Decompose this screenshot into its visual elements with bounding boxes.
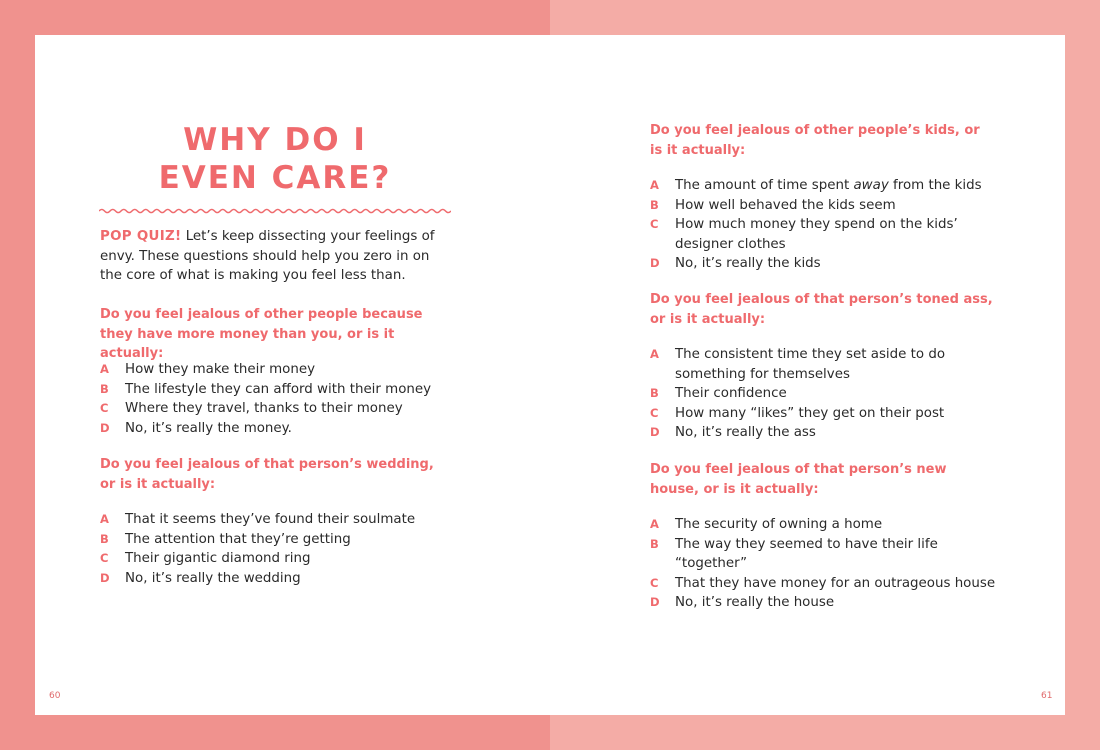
- answer-letter: A: [100, 362, 109, 376]
- answer-text: No, it’s really the house: [675, 595, 835, 610]
- answer-letter: B: [100, 381, 109, 396]
- answer-letter: A: [650, 347, 659, 361]
- answer-item: [650, 535, 1010, 574]
- intro-paragraph: [100, 227, 455, 286]
- answer-text: No, it’s really the wedding: [125, 570, 301, 586]
- answer-item: [650, 254, 1010, 274]
- book-spread: [35, 35, 1065, 715]
- answer-text: The way they seemed to have their life “together”: [675, 536, 938, 571]
- wavy-divider: [99, 206, 451, 216]
- title-line-2: EVEN CARE?: [158, 160, 392, 196]
- answer-letter: D: [100, 420, 110, 435]
- answer-list-wedding: [100, 510, 460, 588]
- answer-text: No, it’s really the kids: [675, 256, 821, 271]
- answer-text: Where they travel, thanks to their money: [125, 401, 403, 416]
- answer-text: How many “likes” they get on their post: [675, 405, 945, 421]
- answer-list-new-house: [650, 515, 1010, 613]
- answer-text-before: The amount of time spent: [675, 178, 854, 193]
- answer-text: The lifestyle they can afford with their money: [125, 381, 432, 397]
- answer-text: Their gigantic diamond ring: [125, 551, 311, 566]
- question-kids: Do you feel jealous of other people’s kids, or is it actually:: [650, 123, 980, 158]
- answer-item: [100, 549, 460, 569]
- question-new-house: Do you feel jealous of that person’s new house, or is it actually:: [650, 462, 947, 497]
- answer-item: [650, 593, 1010, 613]
- answer-text: The security of owning a home: [675, 517, 883, 532]
- answer-text: No, it’s really the ass: [675, 425, 816, 440]
- answer-text: The attention that they’re getting: [125, 531, 351, 547]
- page-number-right: 61: [1041, 691, 1053, 701]
- answer-letter: D: [650, 425, 660, 439]
- answer-item: [100, 569, 460, 589]
- answer-letter: C: [100, 551, 109, 565]
- answer-letter: C: [650, 575, 659, 590]
- answer-letter: D: [650, 256, 660, 270]
- answer-letter: B: [650, 536, 659, 551]
- page-title: [100, 121, 450, 197]
- answer-item: [100, 380, 460, 400]
- answer-item: [100, 419, 460, 439]
- answer-text: The consistent time they set aside to do something for themselves: [675, 347, 946, 382]
- answer-letter: B: [650, 386, 659, 400]
- answer-letter: C: [650, 405, 659, 420]
- answer-letter: A: [650, 517, 659, 531]
- answer-text: That it seems they’ve found their soulmate: [125, 512, 416, 527]
- question-money: Do you feel jealous of other people because they have more money than you, or is it actually:: [100, 307, 423, 361]
- answer-text: How they make their money: [125, 362, 315, 377]
- question-toned-ass: Do you feel jealous of that person’s toned ass, or is it actually:: [650, 292, 993, 327]
- answer-item: [650, 404, 1010, 424]
- answer-text: Their confidence: [675, 386, 787, 401]
- answer-text: That they have money for an outrageous house: [675, 575, 996, 591]
- pop-quiz-label: POP QUIZ!: [100, 229, 182, 244]
- answer-letter: D: [650, 595, 660, 609]
- answer-item: [650, 215, 975, 254]
- answer-letter: A: [650, 178, 659, 192]
- answer-item: [650, 196, 1010, 216]
- answer-item: [650, 574, 1010, 594]
- answer-item: [650, 176, 1010, 196]
- answer-letter: C: [650, 217, 659, 231]
- answer-item: [100, 399, 460, 419]
- answer-item: [650, 345, 965, 384]
- answer-item: [100, 510, 460, 530]
- answer-item: [650, 384, 1010, 404]
- answer-item: [650, 515, 1010, 535]
- answer-list-toned-ass: [650, 345, 1010, 443]
- title-line-1: WHY DO I: [183, 122, 367, 158]
- answer-letter: D: [100, 570, 110, 585]
- answer-text-after: from the kids: [888, 178, 982, 193]
- answer-letter: B: [100, 531, 109, 546]
- answer-item: [100, 360, 460, 380]
- answer-letter: A: [100, 512, 109, 526]
- answer-text-emphasis: away: [853, 178, 889, 193]
- answer-list-money: [100, 360, 460, 438]
- intro-text: Let’s keep dissecting your feelings of envy. These questions should help you zero in on the core of what is making you feel less than.: [100, 229, 435, 283]
- question-wedding: Do you feel jealous of that person’s wedding, or is it actually:: [100, 457, 434, 492]
- answer-text: No, it’s really the money.: [125, 420, 292, 436]
- answer-text: How much money they spend on the kids’ designer clothes: [675, 217, 958, 252]
- answer-text: How well behaved the kids seem: [675, 197, 896, 213]
- answer-item: [100, 530, 460, 550]
- answer-letter: B: [650, 197, 659, 212]
- answer-letter: C: [100, 401, 109, 415]
- page-number-left: 60: [49, 691, 61, 701]
- answer-list-kids: [650, 176, 1010, 274]
- answer-item: [650, 423, 1010, 443]
